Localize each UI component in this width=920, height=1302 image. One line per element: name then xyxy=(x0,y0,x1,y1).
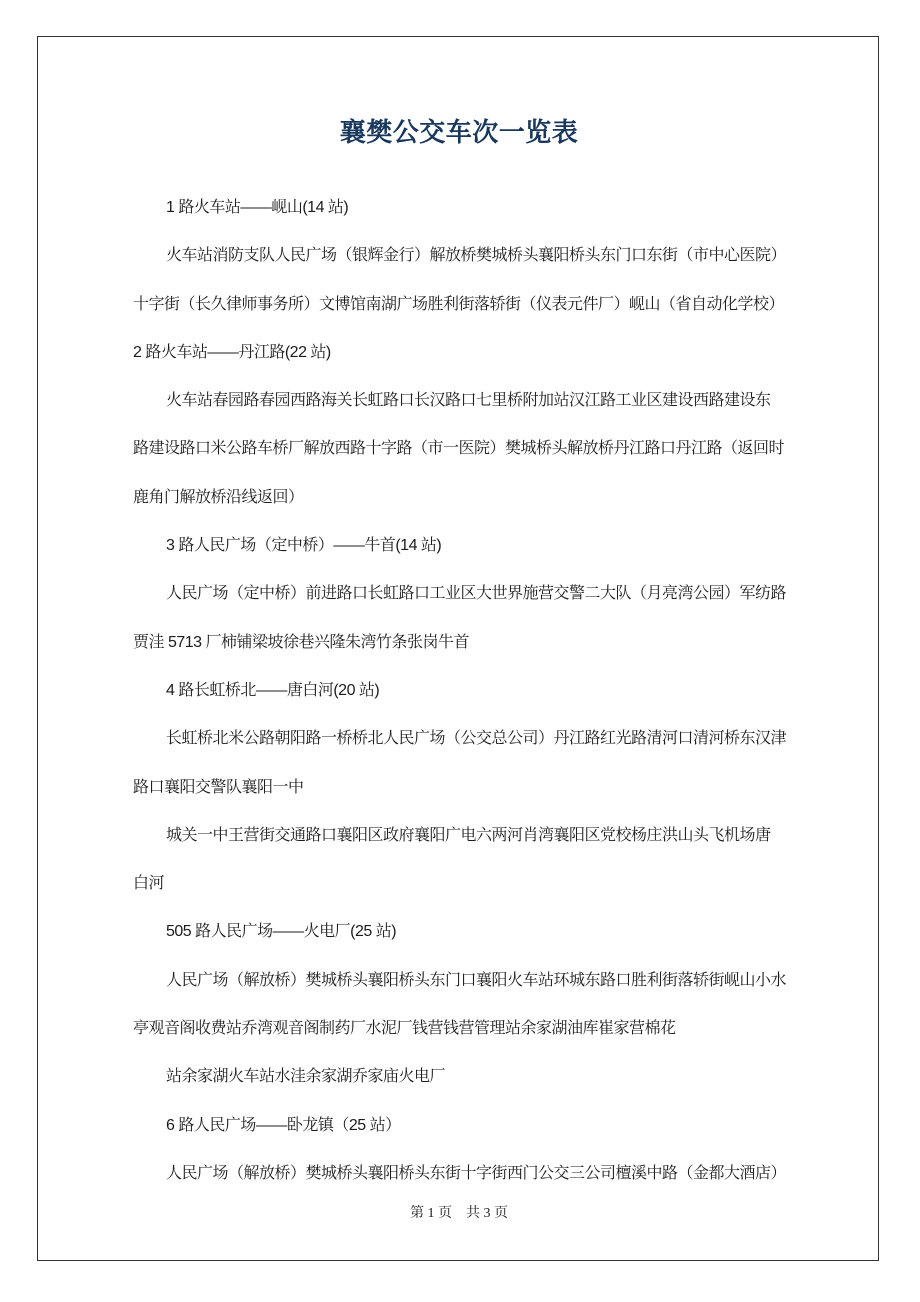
document-body xyxy=(133,184,805,1198)
text-line: 十字街（长久律师事务所）文博馆南湖广场胜利街落轿街（仪表元件厂）岘山（省自动化学校） xyxy=(133,295,785,313)
text-line: 火车站春园路春园西路海关长虹路口长汉路口七里桥附加站汉江路工业区建设西路建设东 xyxy=(166,392,771,410)
text-line: 贾洼 5713 厂柿铺梁坡徐巷兴隆朱湾竹条张岗牛首 xyxy=(133,633,469,651)
text-line: 1 路火车站——岘山(14 站) xyxy=(166,199,349,216)
text-line: 人民广场（解放桥）樊城桥头襄阳桥头东街十字街西门公交三公司檀溪中路（金都大酒店） xyxy=(166,1164,787,1182)
text-line: 白河 xyxy=(133,875,165,893)
text-line: 路建设路口米公路车桥厂解放西路十字路（市一医院）樊城桥头解放桥丹江路口丹江路（返回时 xyxy=(133,440,785,458)
text-line: 3 路人民广场（定中桥）——牛首(14 站) xyxy=(166,537,442,555)
text-line: 火车站消防支队人民广场（银辉金行）解放桥樊城桥头襄阳桥头东门口东街（市中心医院） xyxy=(166,247,787,265)
page-footer: 第 1 页 共 3 页 xyxy=(410,1206,508,1221)
text-line: 鹿角门解放桥沿线返回） xyxy=(133,488,304,506)
document-title: 襄樊公交车次一览表 xyxy=(339,117,579,147)
text-line: 4 路长虹桥北——唐白河(20 站) xyxy=(166,681,380,699)
text-line: 2 路火车站——丹江路(22 站) xyxy=(133,343,331,361)
text-line: 站余家湖火车站水洼余家湖乔家庙火电厂 xyxy=(166,1068,446,1086)
text-line: 505 路人民广场——火电厂(25 站) xyxy=(166,923,397,941)
text-line: 路口襄阳交警队襄阳一中 xyxy=(133,778,304,796)
text-line: 人民广场（定中桥）前进路口长虹路口工业区大世界施营交警二大队（月亮湾公园）军纺路 xyxy=(166,585,787,603)
text-line: 6 路人民广场——卧龙镇（25 站） xyxy=(166,1116,401,1134)
text-line: 人民广场（解放桥）樊城桥头襄阳桥头东门口襄阳火车站环城东路口胜利街落轿街岘山小水 xyxy=(166,971,787,989)
text-line: 亭观音阁收费站乔湾观音阁制药厂水泥厂钱营钱营管理站余家湖油库崔家营棉花 xyxy=(133,1020,676,1038)
text-line: 长虹桥北米公路朝阳路一桥桥北人民广场（公交总公司）丹江路红光路清河口清河桥东汉津 xyxy=(166,730,787,748)
text-line: 城关一中王营街交通路口襄阳区政府襄阳广电六两河肖湾襄阳区党校杨庄洪山头飞机场唐 xyxy=(166,826,771,844)
